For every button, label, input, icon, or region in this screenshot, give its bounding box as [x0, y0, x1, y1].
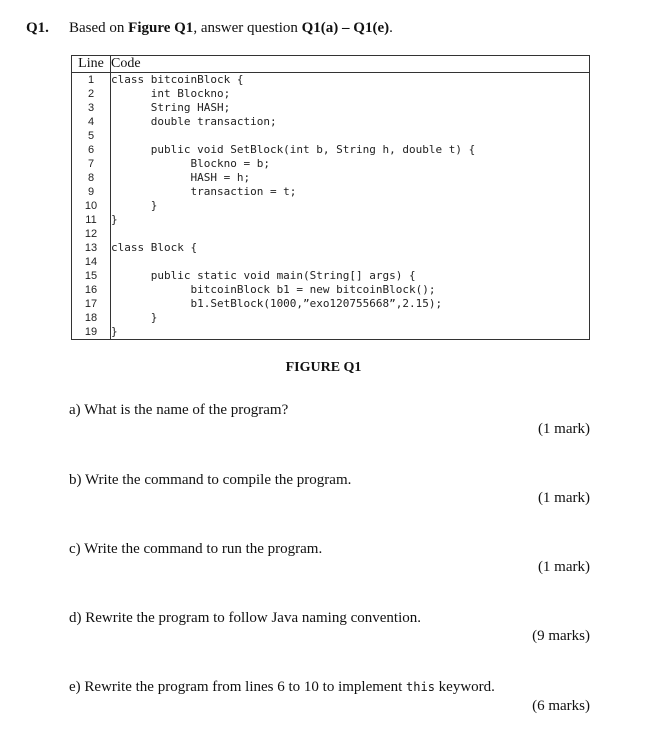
code-line: double transaction;	[111, 115, 277, 128]
code-row	[72, 199, 590, 213]
intro-suffix: .	[389, 20, 393, 36]
line-number: 13	[72, 241, 111, 255]
code-line: public void SetBlock(int b, String h, double t) {	[111, 143, 476, 156]
question-d: d) Rewrite the program to follow Java naming convention.	[69, 610, 421, 626]
line-number: 3	[72, 101, 111, 115]
line-number: 4	[72, 115, 111, 129]
question-e-text-before: e) Rewrite the program from lines 6 to 10 to implement	[69, 679, 407, 695]
code-line: }	[111, 199, 158, 212]
code-line: }	[111, 213, 118, 226]
line-number: 18	[72, 311, 111, 325]
intro-range: Q1(a) – Q1(e)	[301, 20, 390, 36]
line-number: 17	[72, 297, 111, 311]
question-intro	[69, 20, 393, 37]
code-line	[111, 129, 590, 143]
marks-d: (9 marks)	[532, 628, 590, 644]
code-row	[72, 171, 590, 185]
code-row	[72, 87, 590, 101]
this-keyword: this	[406, 680, 435, 694]
line-number: 2	[72, 87, 111, 101]
question-a: a) What is the name of the program?	[69, 402, 289, 418]
question-number: Q1.	[26, 20, 49, 36]
code-row	[72, 325, 590, 340]
line-number: 12	[72, 227, 111, 241]
code-line: public static void main(String[] args) {	[111, 269, 416, 282]
code-line: class Block {	[111, 241, 198, 254]
code-line: b1.SetBlock(1000,”exo120755668”,2.15);	[111, 297, 443, 310]
code-row	[72, 185, 590, 199]
line-number: 15	[72, 269, 111, 283]
code-row	[72, 283, 590, 297]
code-row	[72, 101, 590, 115]
code-row	[72, 143, 590, 157]
line-number: 8	[72, 171, 111, 185]
line-number: 5	[72, 129, 111, 143]
line-number: 11	[72, 213, 111, 227]
code-row	[72, 129, 590, 143]
line-number: 10	[72, 199, 111, 213]
line-number: 9	[72, 185, 111, 199]
line-number: 19	[72, 325, 111, 340]
question-b: b) Write the command to compile the program.	[69, 472, 352, 488]
line-number: 16	[72, 283, 111, 297]
figure-title: FIGURE Q1	[285, 360, 362, 375]
code-row	[72, 255, 590, 269]
header-line: Line	[72, 56, 111, 73]
question-e	[69, 679, 495, 696]
intro-prefix: Based on	[69, 20, 129, 36]
marks-b: (1 mark)	[537, 490, 590, 506]
code-line: int Blockno;	[111, 87, 231, 100]
code-row	[72, 213, 590, 227]
code-line: Blockno = b;	[111, 157, 270, 170]
line-number: 14	[72, 255, 111, 269]
marks-c: (1 mark)	[537, 559, 590, 575]
code-row	[72, 115, 590, 129]
header-code: Code	[111, 56, 590, 73]
intro-middle: , answer question	[193, 20, 302, 36]
code-line: HASH = h;	[111, 171, 251, 184]
code-row	[72, 269, 590, 283]
question-e-text-after: keyword.	[434, 679, 495, 695]
line-number: 1	[72, 73, 111, 88]
intro-figure-ref: Figure Q1	[128, 20, 194, 36]
code-line: }	[111, 325, 118, 338]
marks-e: (6 marks)	[532, 698, 590, 714]
code-line	[111, 255, 590, 269]
code-row	[72, 297, 590, 311]
code-table-header	[72, 56, 590, 73]
code-line: transaction = t;	[111, 185, 297, 198]
code-row	[72, 311, 590, 325]
code-row	[72, 241, 590, 255]
code-line	[111, 227, 590, 241]
code-line: bitcoinBlock b1 = new bitcoinBlock();	[111, 283, 436, 296]
code-row	[72, 157, 590, 171]
code-line: }	[111, 311, 158, 324]
code-table	[71, 55, 590, 340]
code-row	[72, 227, 590, 241]
code-line: class bitcoinBlock {	[111, 73, 244, 86]
line-number: 7	[72, 157, 111, 171]
code-line: String HASH;	[111, 101, 231, 114]
code-body	[72, 73, 590, 340]
marks-a: (1 mark)	[537, 421, 590, 437]
code-row	[72, 73, 590, 88]
question-c: c) Write the command to run the program.	[69, 541, 323, 557]
line-number: 6	[72, 143, 111, 157]
